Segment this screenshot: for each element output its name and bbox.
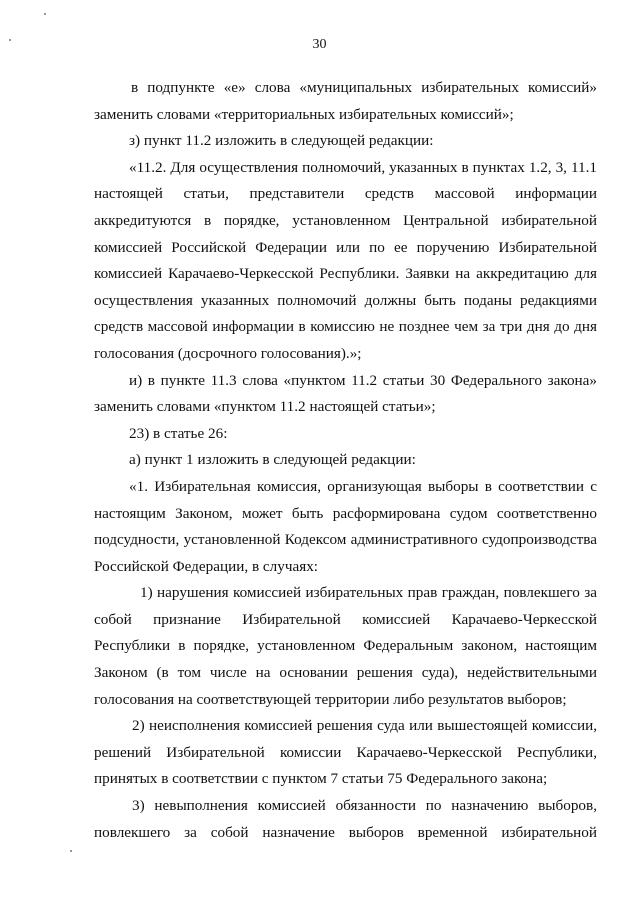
text-line: 2) неисполнения комиссией решения суда или вышестоящей комиссии,: [132, 717, 597, 735]
text-line: подсудности, установленной Кодексом административного судопроизводства: [94, 531, 597, 549]
text-line: «11.2. Для осуществления полномочий, указанных в пунктах 1.2, 3, 11.1: [129, 158, 597, 176]
text-line: голосования (досрочного голосования).»;: [94, 344, 362, 362]
text-line: в подпункте «е» слова «муниципальных избирательных комиссий»: [131, 79, 597, 96]
document-text: [94, 75, 597, 846]
text-line: з) пункт 11.2 изложить в следующей редакции:: [129, 132, 434, 150]
text-line: Законом (в том числе на основании решения суда), недействительными: [94, 664, 597, 682]
text-line: Республики в порядке, установленном Федеральным законом, настоящим: [94, 637, 597, 655]
text-line: «1. Избирательная комиссия, организующая выборы в соответствии с: [129, 477, 597, 495]
text-line: заменить словами «пунктом 11.2 настоящей статьи»;: [94, 398, 436, 416]
text-line: и) в пункте 11.3 слова «пунктом 11.2 статьи 30 Федерального закона»: [129, 371, 597, 389]
text-line: принятых в соответствии с пунктом 7 статьи 75 Федерального закона;: [94, 770, 548, 788]
text-line: собой признание Избирательной комиссией Карачаево-Черкесской: [94, 610, 597, 628]
page-number: 30: [312, 37, 327, 52]
text-line: 23) в статье 26:: [129, 424, 228, 442]
text-line: комиссией Карачаево-Черкесской Республики. Заявки на аккредитацию для: [94, 265, 597, 283]
text-line: решений Избирательной комиссии Карачаево-Черкесской Республики,: [94, 743, 597, 761]
text-line: голосования на соответствующей территории либо результатов выборов;: [94, 690, 567, 708]
text-line: 3) невыполнения комиссией обязанности по назначению выборов,: [132, 797, 597, 815]
text-line: повлекшего за собой назначение выборов временной избирательной: [94, 823, 597, 841]
text-line: заменить словами «территориальных избирательных комиссий»;: [94, 105, 514, 123]
text-line: средств массовой информации в комиссию не позднее чем за три дня до дня: [94, 318, 597, 336]
scan-speck: [70, 850, 72, 852]
text-line: настоящей статьи, представители средств массовой информации: [94, 185, 597, 203]
text-line: Российской Федерации, в случаях:: [94, 557, 319, 575]
text-line: осуществления указанных полномочий должны быть поданы редакциями: [94, 291, 597, 309]
text-line: а) пункт 1 изложить в следующей редакции:: [129, 451, 416, 469]
text-line: настоящим Законом, может быть расформирована судом соответственно: [94, 504, 597, 522]
text-line: комиссией Российской Федерации или по ее поручению Избирательной: [94, 238, 597, 256]
scan-speck: [9, 39, 11, 41]
text-line: аккредитуются в порядке, установленном Центральной избирательной: [94, 211, 597, 229]
scan-speck: [44, 13, 46, 15]
text-line: 1) нарушения комиссией избирательных прав граждан, повлекшего за: [140, 584, 597, 602]
